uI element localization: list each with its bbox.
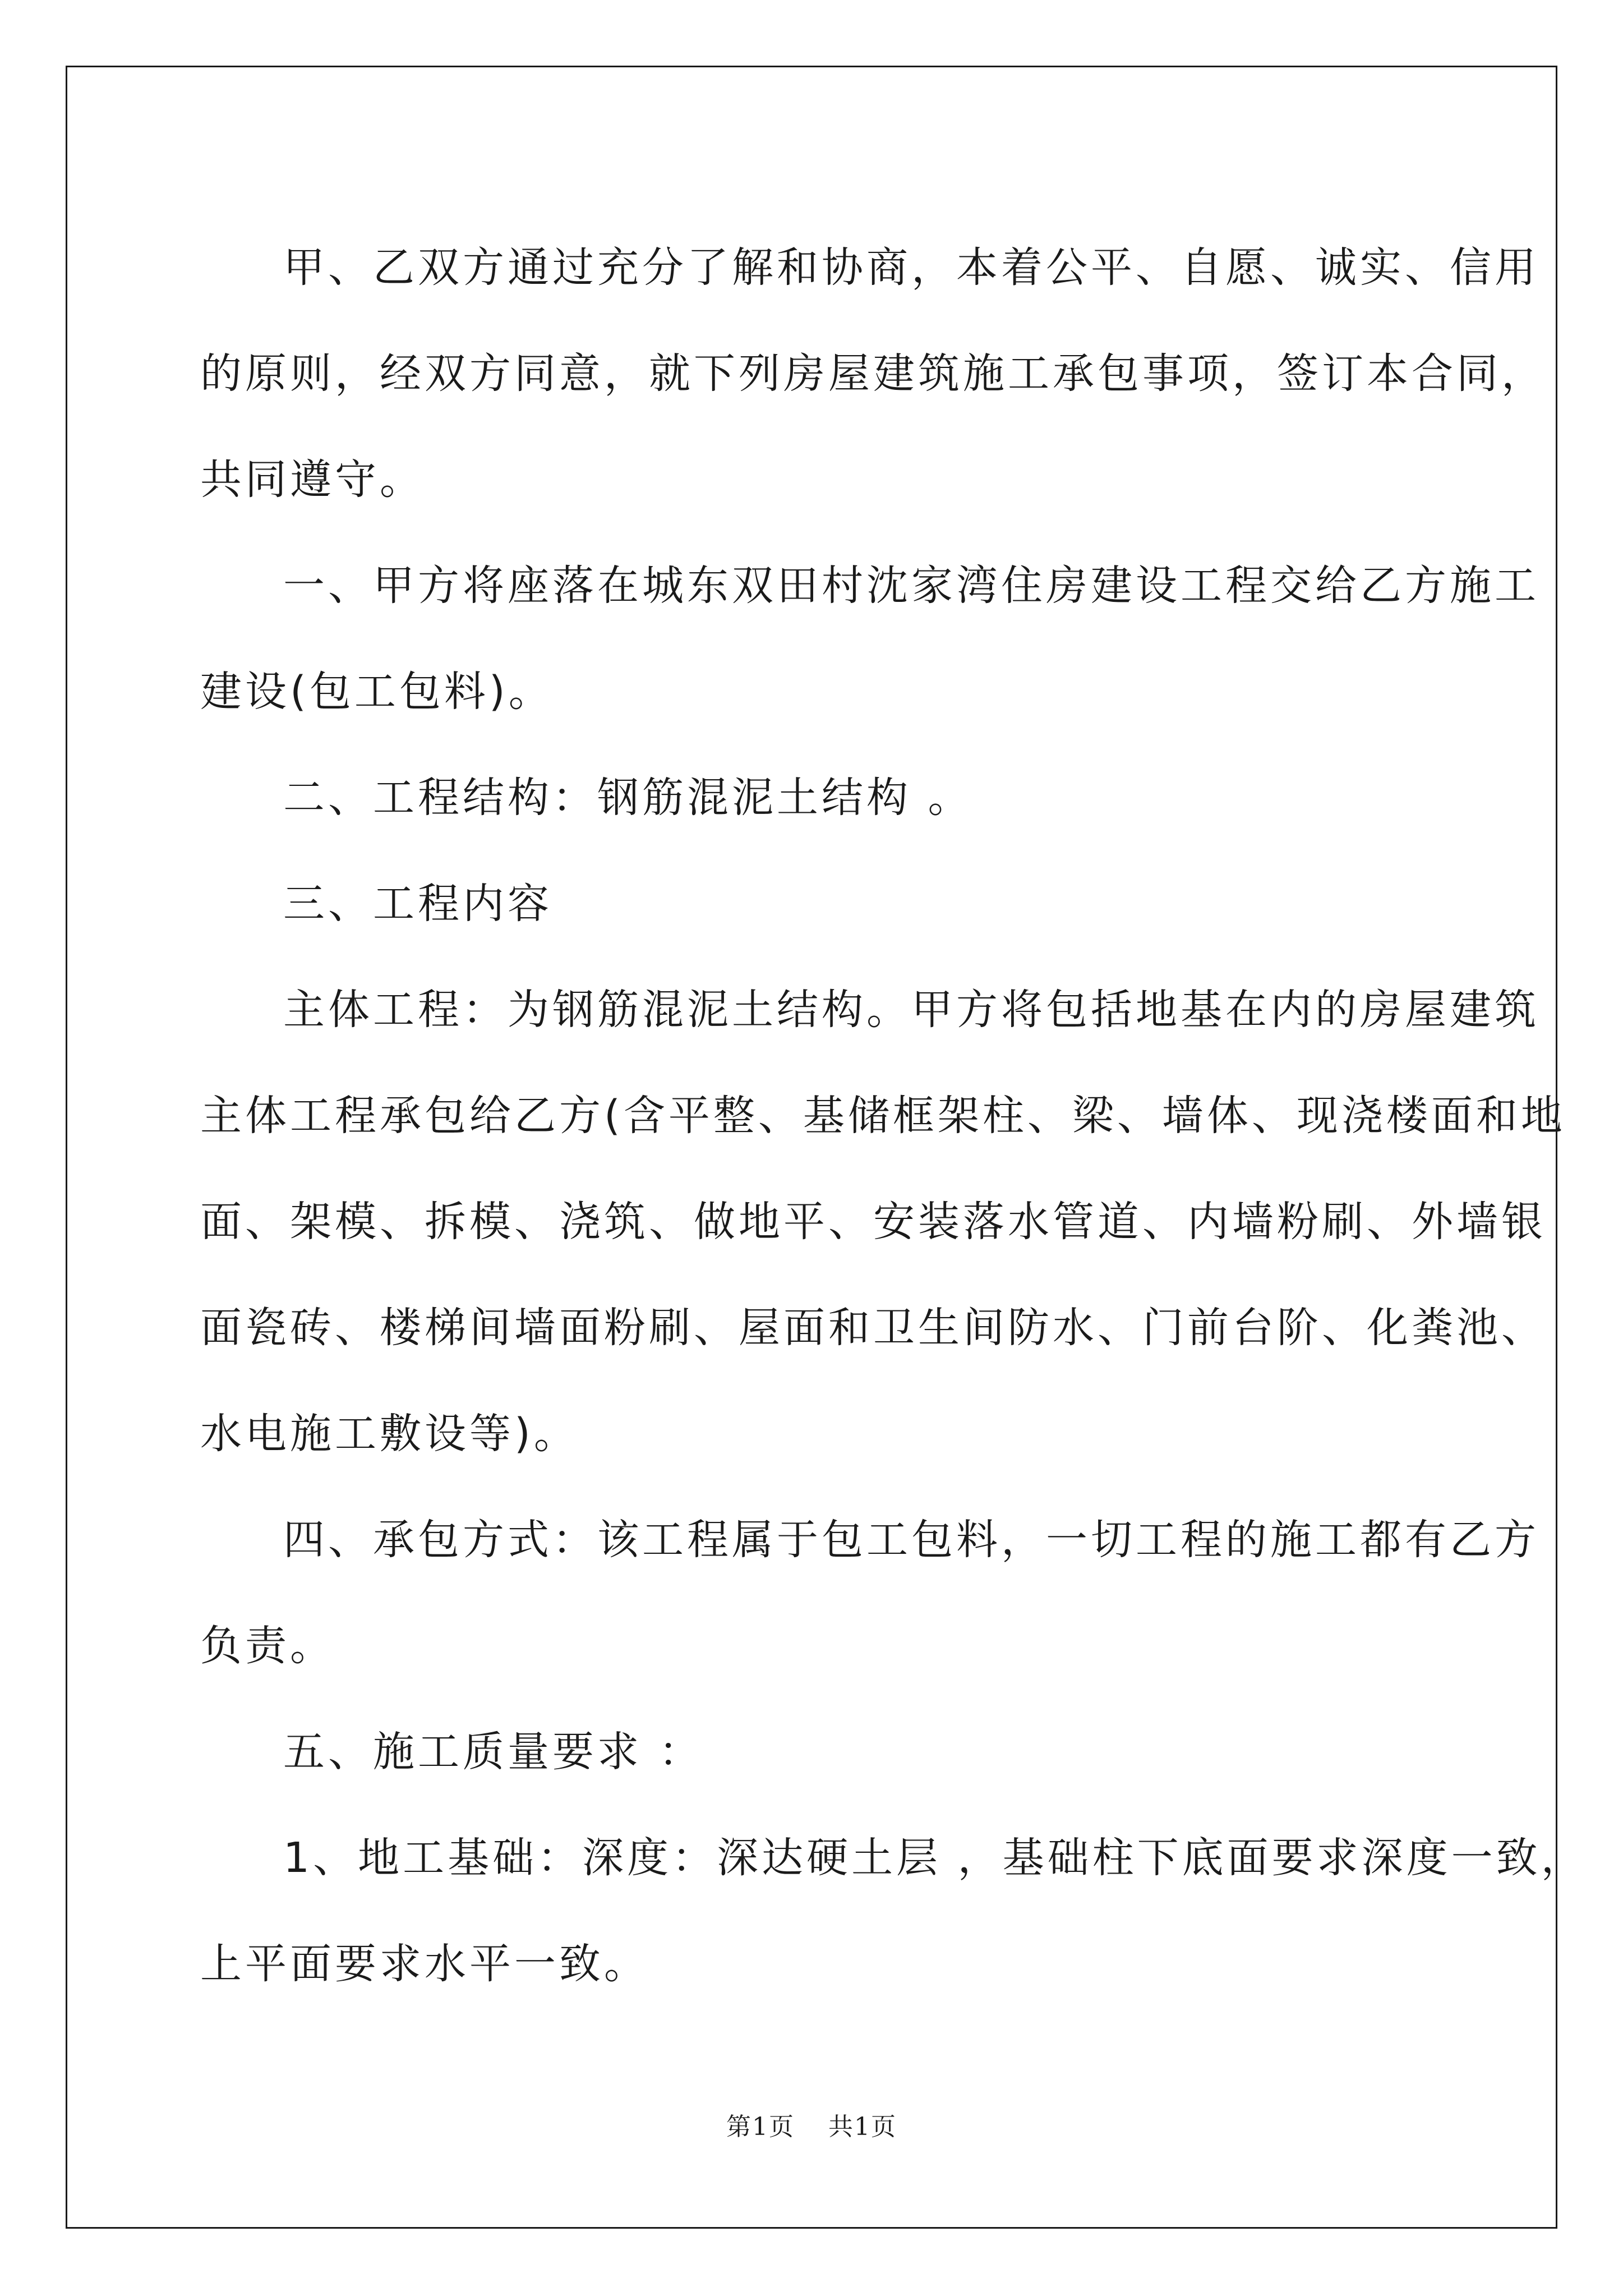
page-total: 共1页: [828, 2113, 897, 2141]
text-line: 建设(包工包料)。: [200, 668, 554, 716]
text-line: 五、施工质量要求 ：: [283, 1728, 704, 1776]
paragraph-intro: [200, 215, 1546, 533]
text-line: 共同遵守。: [200, 455, 425, 504]
text-line: 负责。: [200, 1622, 335, 1670]
text-line: 二、工程结构：钢筋混泥土结构 。: [283, 774, 973, 822]
text-line: 水电施工敷设等)。: [200, 1410, 579, 1458]
page-number: 第1页: [726, 2113, 795, 2141]
text-line: 三、工程内容: [283, 880, 552, 928]
text-line: 上平面要求水平一致。: [200, 1940, 649, 1988]
document-body: [200, 215, 1586, 2017]
text-line: 甲、乙双方通过充分了解和协商，本着公平、自愿、诚实、信用: [283, 243, 1539, 292]
paragraph-clause-5: [200, 1699, 1423, 1805]
paragraph-clause-1: [200, 533, 1539, 745]
paragraph-clause-2: [200, 745, 1423, 851]
paragraph-clause-3: [200, 851, 1423, 957]
paragraph-item-1: [200, 1805, 1586, 2017]
text-line: 主体工程承包给乙方(含平整、基储框架柱、梁、墙体、现浇楼面和地: [200, 1092, 1566, 1140]
text-line: 1、地工基础：深度：深达硬土层 ，基础柱下底面要求深度一致，: [283, 1834, 1586, 1882]
paragraph-clause-4: [200, 1487, 1539, 1699]
text-line: 主体工程：为钢筋混泥土结构。甲方将包括地基在内的房屋建筑: [283, 986, 1539, 1034]
page-footer: [0, 2106, 1623, 2142]
text-line: 的原则，经双方同意，就下列房屋建筑施工承包事项，签订本合同，: [200, 349, 1546, 398]
text-line: 面、架模、拆模、浇筑、做地平、安装落水管道、内墙粉刷、外墙银: [200, 1198, 1546, 1246]
text-line: 四、承包方式：该工程属于包工包料，一切工程的施工都有乙方: [283, 1516, 1539, 1564]
text-line: 一、甲方将座落在城东双田村沈家湾住房建设工程交给乙方施工: [283, 562, 1539, 610]
text-line: 面瓷砖、楼梯间墙面粉刷、屋面和卫生间防水、门前台阶、化粪池、: [200, 1304, 1546, 1352]
paragraph-main-works: [200, 957, 1566, 1487]
